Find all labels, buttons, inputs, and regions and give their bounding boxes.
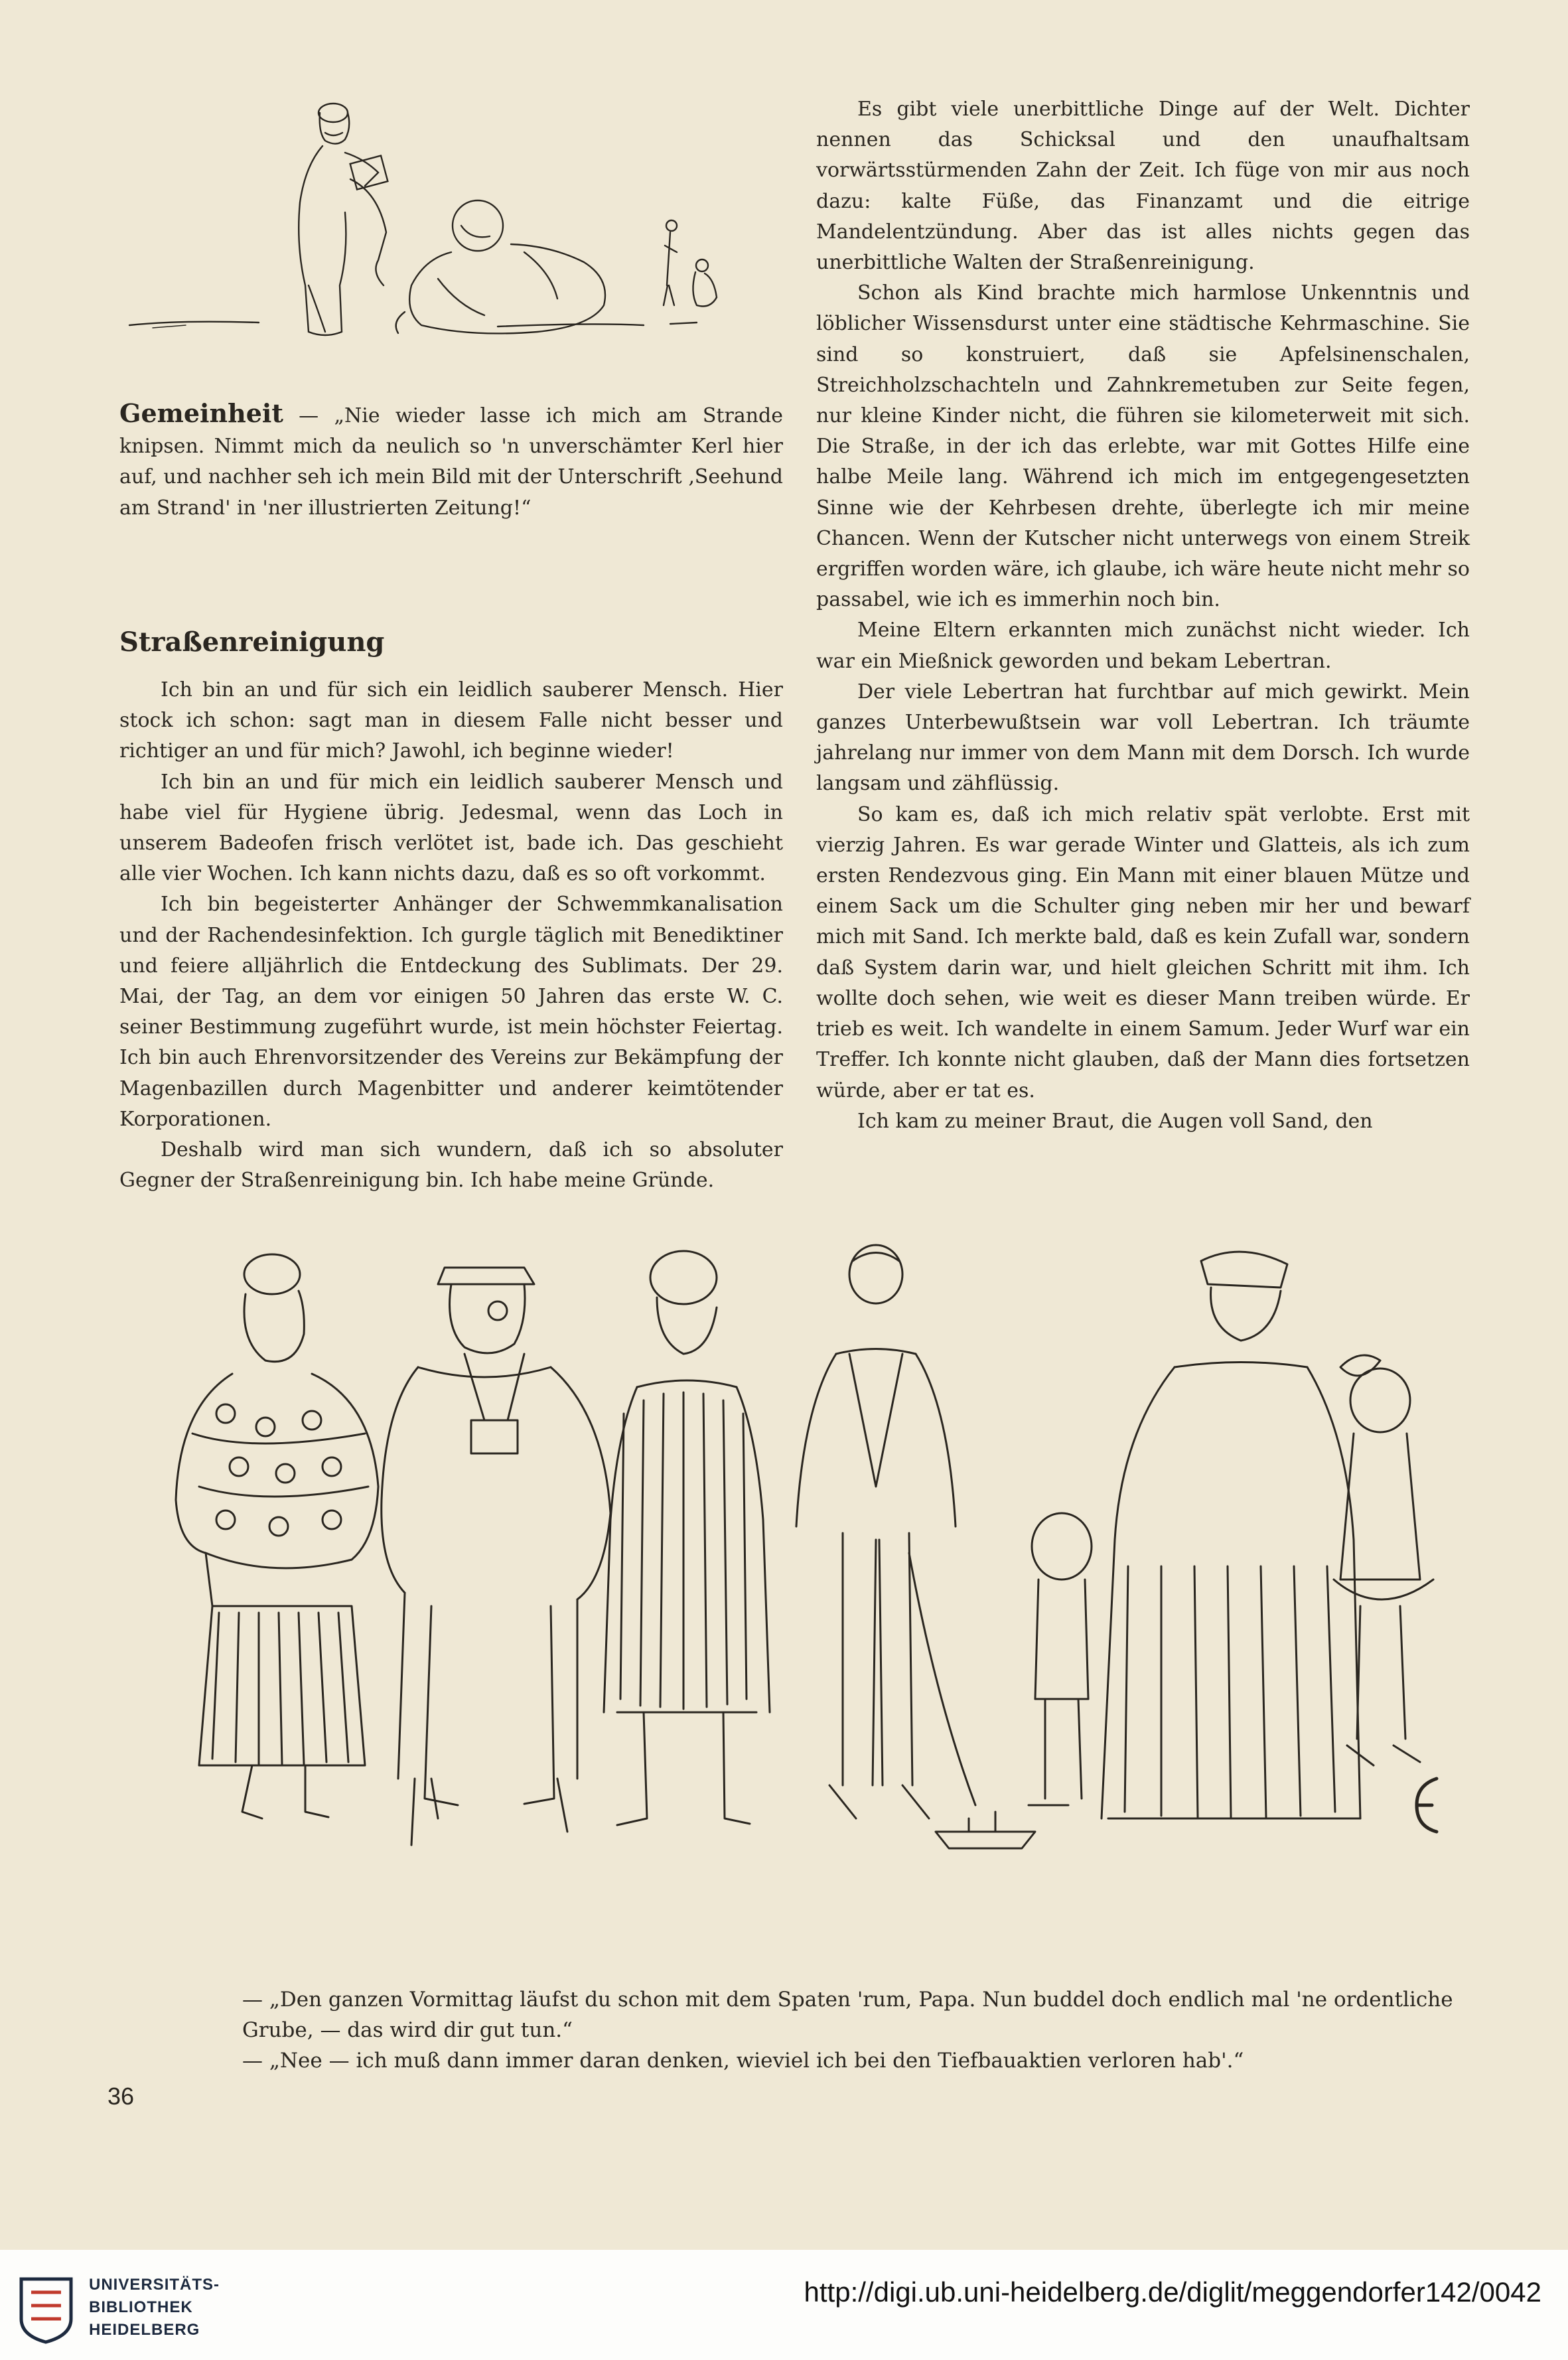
section-heading: Straßenreinigung	[119, 627, 385, 658]
gemeinheit-block	[119, 398, 783, 524]
caption-line-1: — „Den ganzen Vormittag läufst du schon mit dem Spaten 'rum, Papa. Nun buddel doch endlich mal 'ne ordentliche Grube, — das wird dir gut tun.“	[242, 1988, 1453, 2042]
page-number: 36	[107, 2083, 135, 2110]
paragraph: Meine Eltern erkannten mich zunächst nicht wieder. Ich war ein Mießnick geworden und bekam Lebertran.	[816, 619, 1470, 673]
paragraph: So kam es, daß ich mich relativ spät verlobte. Erst mit vierzig Jahren. Es war gerade Winter und Glatteis, als ich zum ersten Rendezvous ging. Ein Mann mit einer blauen Mütze und einem Sack um die Schulter ging neben mir her und bewarf mich mit Sand. Ich merkte bald, daß es kein Zufall war, sondern daß System darin war, und hielt gleichen Schritt mit ihm. Ich wollte doch sehen, wie weit es dieser Mann treiben würde. Er trieb es weit. Ich wandelte in einem Samum. Jeder Wurf war ein Treffer. Ich konnte nicht glauben, daß der Mann dies fortsetzen würde, aber er tat es.	[816, 802, 1470, 1102]
gemeinheit-heading: Gemeinheit	[119, 398, 283, 428]
paragraph: Ich bin an und für sich ein leidlich sauberer Mensch. Hier stock ich schon: sagt man in diesem Falle nicht besser und richtiger an und für mich? Jawohl, ich beginne wieder!	[119, 678, 783, 763]
library-name-line-2: BIBLIOTHEK	[89, 2298, 193, 2316]
paragraph: Schon als Kind brachte mich harmlose Unkenntnis und löblicher Wissensdurst unter eine städtische Kehrmaschine. Sie sind so konstruiert, daß sie Apfelsinenschalen, Streichholzschachteln und Zahnkremetuben zur Seite fegen, nur kleine Kinder nicht, die führen sie kilometerweit mit sich. Die Straße, in der ich das erlebte, war mit Gottes Hilfe eine halbe Meile lang. Während ich mich im entgegengesetzten Sinne wie der Kehrbesen drehte, überlegte ich mir meine Chancen. Wenn der Kutscher nicht unterwegs von einem Streik ergriffen worden wäre, ich glaube, ich wäre heute nicht mehr so passabel, wie ich es immerhin noch bin.	[816, 281, 1470, 612]
library-name-line-1: UNIVERSITÄTS-	[89, 2276, 220, 2294]
caption-line-2: — „Nee — ich muß dann immer daran denken, wieviel ich bei den Tiefbauaktien verloren hab'.“	[242, 2049, 1244, 2073]
paragraph: Ich bin an und für mich ein leidlich sauberer Mensch und habe viel für Hygiene übrig. Jedesmal, wenn das Loch in unserem Badeofen frisch verlötet ist, bade ich. Das geschieht alle vier Wochen. Ich kann nichts dazu, daß es so oft vorkommt.	[119, 770, 783, 886]
left-column	[119, 627, 783, 1196]
family-group-illustration	[153, 1234, 1506, 1971]
library-logo	[15, 2270, 247, 2349]
paragraph: Deshalb wird man sich wundern, daß ich so absoluter Gegner der Straßenreinigung bin. Ich habe meine Gründe.	[119, 1138, 783, 1193]
paragraph: Ich kam zu meiner Braut, die Augen voll Sand, den	[857, 1109, 1373, 1133]
library-seal-icon	[15, 2272, 78, 2345]
paragraph: Es gibt viele unerbittliche Dinge auf der Welt. Dichter nennen das Schicksal und den unaufhaltsam vorwärtsstürmenden Zahn der Zeit. Ich füge von mir aus noch dazu: kalte Füße, das Finanzamt und die eitrige Mandelentzündung. Aber das ist alles nichts gegen das unerbittliche Walten der Straßenreinigung.	[816, 98, 1470, 275]
source-url-link[interactable]: http://digi.ub.uni-heidelberg.de/diglit/meggendorfer142/0042	[804, 2276, 1541, 2308]
paragraph: Der viele Lebertran hat furchtbar auf mich gewirkt. Mein ganzes Unterbewußtsein war voll Lebertran. Ich träumte jahrelang nur immer von dem Mann mit dem Dorsch. Ich wurde langsam und zähflüssig.	[816, 680, 1470, 796]
paragraph: Ich bin begeisterter Anhänger der Schwemmkanalisation und der Rachendesinfektion. Ich gurgle täglich mit Benediktiner und feiere alljährlich die Entdeckung des Sublimats. Der 29. Mai, der Tag, an dem vor einigen 50 Jahren das erste W. C. seiner Bestimmung zugeführt wurde, ist mein höchster Feiertag. Ich bin auch Ehrenvorsitzender des Vereins zur Bekämpfung der Magenbazillen durch Magenbitter und anderer keimtötender Korporationen.	[119, 893, 783, 1131]
beach-illustration	[126, 86, 756, 392]
right-column	[816, 94, 1470, 1137]
cartoon-caption	[242, 1984, 1457, 2076]
gemeinheit-text: — „Nie wieder lasse ich mich am Strande knipsen. Nimmt mich da neulich so 'n unverschämter Kerl hier auf, und nachher seh ich mein Bild mit der Unterschrift ‚Seehund am Strand' in 'ner illustrierten Zeitung!“	[119, 404, 784, 520]
library-name-line-3: HEIDELBERG	[89, 2321, 200, 2339]
